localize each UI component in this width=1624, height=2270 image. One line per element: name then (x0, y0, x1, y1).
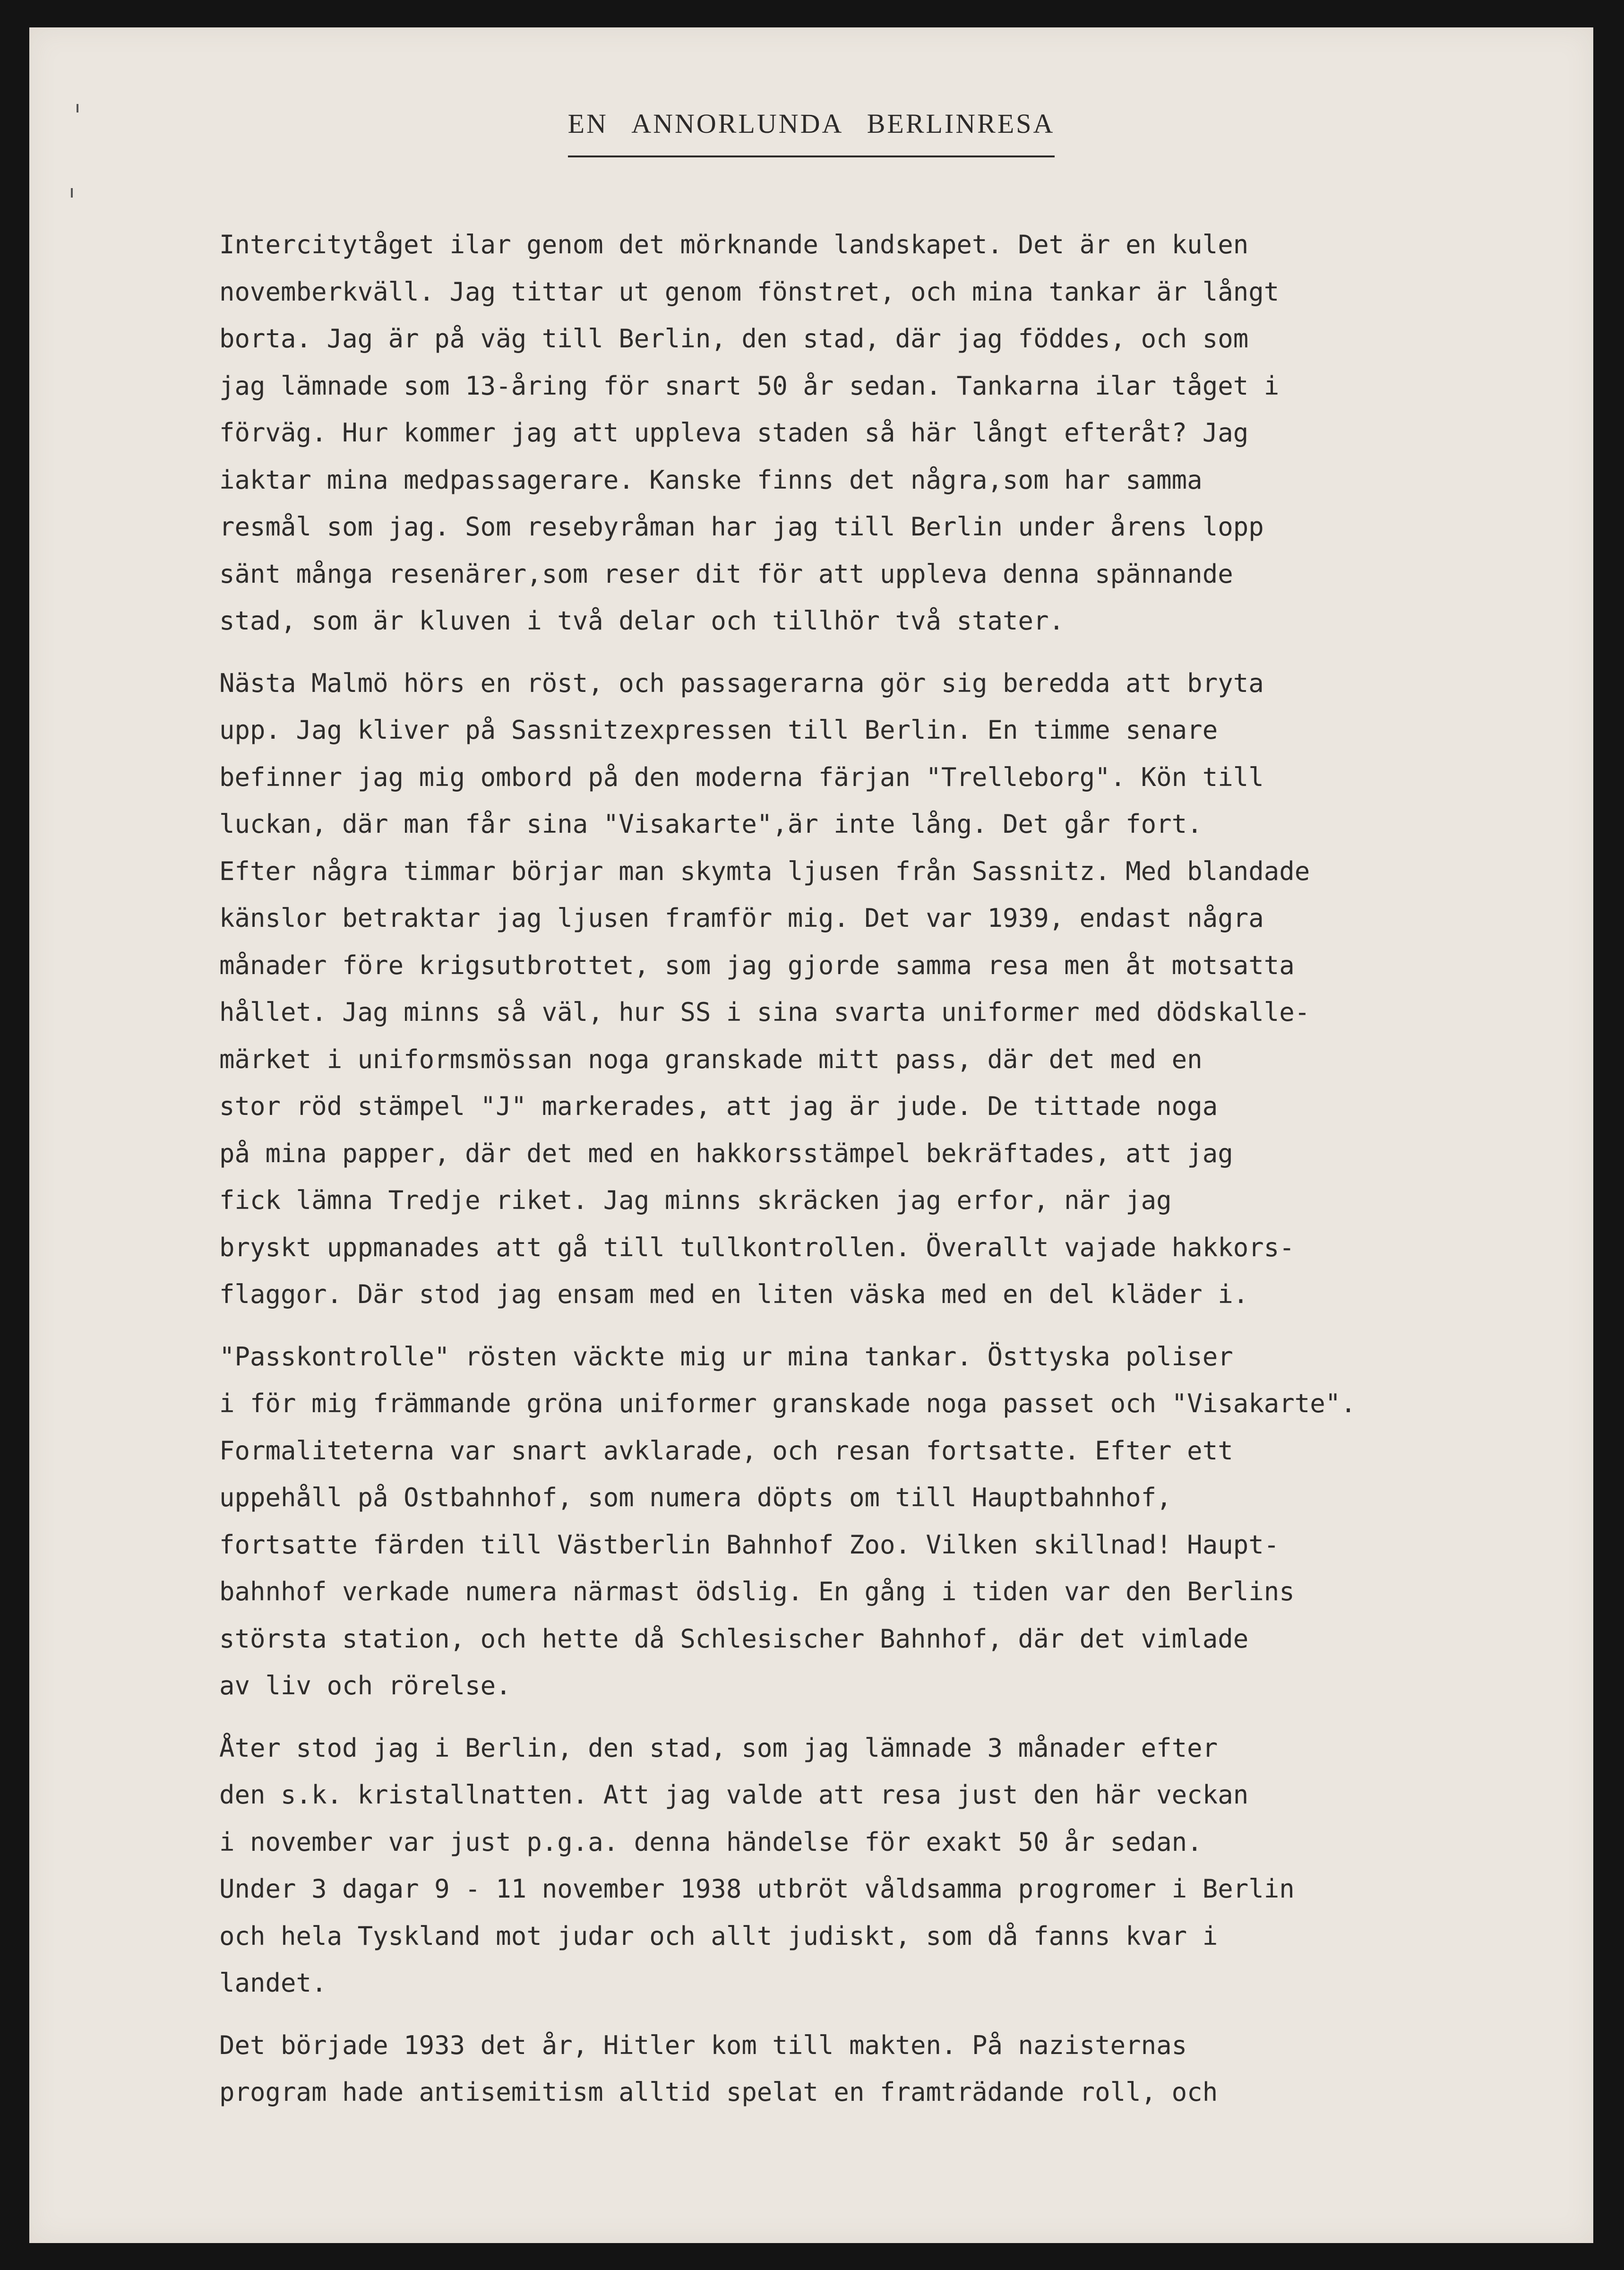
text-line: i för mig främmande gröna uniformer granskade noga passet och "Visakarte". (219, 1389, 1356, 1418)
page-title: EN ANNORLUNDA BERLINRESA (568, 108, 1055, 157)
text-line: och hela Tyskland mot judar och allt judiskt, som då fanns kvar i (219, 1921, 1218, 1951)
text-line: i november var just p.g.a. denna händelse för exakt 50 år sedan. (219, 1827, 1203, 1857)
text-line: Åter stod jag i Berlin, den stad, som jag lämnade 3 månader efter (219, 1733, 1218, 1763)
text-line: "Passkontrolle" rösten väckte mig ur mina tankar. Östtyska poliser (219, 1341, 1233, 1372)
text-line: Nästa Malmö hörs en röst, och passagerarna gör sig beredda att bryta (219, 668, 1264, 698)
text-line: landet. (219, 1968, 327, 1998)
text-line: borta. Jag är på väg till Berlin, den stad, där jag föddes, och som (219, 324, 1249, 354)
text-line: upp. Jag kliver på Sassnitzexpressen till Berlin. En timme senare (219, 715, 1218, 745)
text-line: den s.k. kristallnatten. Att jag valde att resa just den här veckan (219, 1780, 1249, 1810)
text-line: förväg. Hur kommer jag att uppleva staden så här långt efteråt? Jag (219, 418, 1249, 448)
text-line: fortsatte färden till Västberlin Bahnhof Zoo. Vilken skillnad! Haupt- (219, 1529, 1280, 1560)
text-line: sänt många resenärer,som reser dit för att uppleva denna spännande (219, 559, 1233, 589)
text-line: iaktar mina medpassagerare. Kanske finns det några,som har samma (219, 465, 1203, 495)
text-line: luckan, där man får sina "Visakarte",är inte lång. Det går fort. (219, 809, 1203, 839)
body-text (219, 221, 1590, 2131)
text-line: Under 3 dagar 9 - 11 november 1938 utbröt våldsamma progromer i Berlin (219, 1874, 1295, 1904)
text-line: Det började 1933 det år, Hitler kom till makten. På nazisternas (219, 2030, 1187, 2060)
text-line: Intercitytåget ilar genom det mörknande landskapet. Det är en kulen (219, 230, 1249, 259)
text-line: största station, och hette då Schlesischer Bahnhof, där det vimlade (219, 1623, 1249, 1654)
text-line: jag lämnade som 13-åring för snart 50 år sedan. Tankarna ilar tåget i (219, 371, 1280, 401)
text-line: månader före krigsutbrottet, som jag gjorde samma resa men åt motsatta (219, 950, 1295, 980)
text-line: känslor betraktar jag ljusen framför mig. Det var 1939, endast några (219, 903, 1264, 933)
text-line: program hade antisemitism alltid spelat en framträdande roll, och (219, 2077, 1218, 2107)
text-line: bryskt uppmanades att gå till tullkontrollen. Överallt vajade hakkors- (219, 1232, 1295, 1262)
text-line: av liv och rörelse. (219, 1671, 511, 1700)
paragraph-3 (219, 1333, 1590, 1709)
paragraph-4 (219, 1725, 1590, 2007)
text-line: flaggor. Där stod jag ensam med en liten väska med en del kläder i. (219, 1279, 1249, 1309)
text-line: hållet. Jag minns så väl, hur SS i sina svarta uniformer med dödskalle- (219, 997, 1310, 1027)
text-line: stad, som är kluven i två delar och tillhör två stater. (219, 606, 1065, 636)
text-line: Efter några timmar börjar man skymta ljusen från Sassnitz. Med blandade (219, 856, 1310, 886)
text-line: bahnhof verkade numera närmast ödslig. En gång i tiden var den Berlins (219, 1577, 1295, 1606)
text-line: uppehåll på Ostbahnhof, som numera döpts om till Hauptbahnhof, (219, 1483, 1172, 1512)
text-line: fick lämna Tredje riket. Jag minns skräcken jag erfor, när jag (219, 1185, 1172, 1215)
text-line: märket i uniformsmössan noga granskade mitt pass, där det med en (219, 1044, 1203, 1074)
text-line: resmål som jag. Som resebyråman har jag till Berlin under årens lopp (219, 512, 1264, 542)
text-line: Formaliteterna var snart avklarade, och resan fortsatte. Efter ett (219, 1435, 1233, 1466)
text-line: stor röd stämpel "J" markerades, att jag är jude. De tittade noga (219, 1091, 1218, 1121)
typewritten-page (29, 27, 1593, 2243)
text-line: på mina papper, där det med en hakkorsstämpel bekräftades, att jag (219, 1138, 1233, 1168)
margin-mark-lower (71, 188, 73, 198)
paragraph-5 (219, 2022, 1590, 2116)
text-line: novemberkväll. Jag tittar ut genom fönstret, och mina tankar är långt (219, 276, 1280, 307)
title-area (29, 108, 1593, 157)
text-line: befinner jag mig ombord på den moderna färjan "Trelleborg". Kön till (219, 762, 1264, 792)
paragraph-2 (219, 660, 1590, 1318)
paragraph-1 (219, 221, 1590, 645)
